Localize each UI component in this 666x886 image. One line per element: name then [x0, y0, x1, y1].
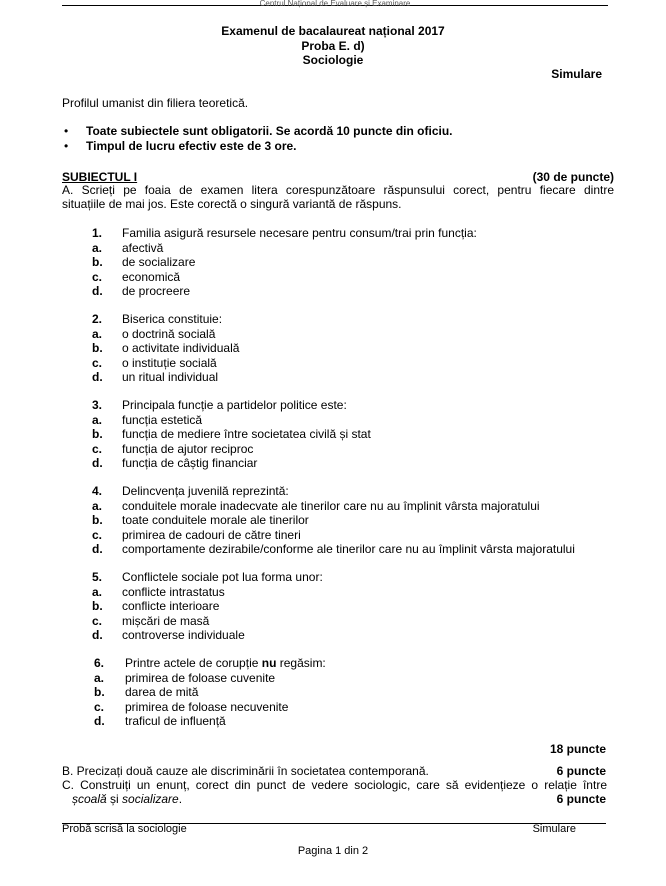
- points-b: 6 puncte: [556, 764, 606, 778]
- page-number: Pagina 1 din 2: [297, 845, 369, 857]
- instruction-item: • Timpul de lucru efectiv este de 3 ore.: [62, 139, 453, 154]
- question-2: 2. Biserica constituie: a. o doctrină socială b. o activitate individuală c. o instituție socială d. un ritual individual: [92, 312, 240, 384]
- footer-left: Probă scrisă la sociologie: [62, 823, 187, 835]
- question-3: 3. Principala funcție a partidelor politice este: a. funcția estetică b. funcția de mediere între societatea civilă și stat c. funcția de ajutor reciproc d. funcția de câștig financiar: [92, 398, 371, 470]
- instructions-list: [62, 124, 453, 154]
- instruction-item: • Toate subiectele sunt obligatorii. Se acordă 10 puncte din oficiu.: [62, 124, 453, 139]
- item-c-line2: școală și socializare.: [72, 792, 183, 806]
- question-5: 5. Conflictele sociale pot lua forma unor: a. conflicte intrastatus b. conflicte interioare c. mișcări de masă d. controverse individuale: [92, 570, 323, 642]
- points-c: 6 puncte: [556, 792, 606, 806]
- section-points: (30 de puncte): [532, 170, 614, 184]
- exam-proba: Proba E. d): [301, 39, 365, 53]
- header-institution: Centrul Național de Evaluare și Examinare: [259, 0, 411, 8]
- header-rule: [62, 0, 608, 8]
- instruction-a-line2: situațiile de mai jos. Este corectă o singură variantă de răspuns.: [62, 197, 402, 211]
- footer-right: Simulare: [532, 823, 576, 835]
- question-6: 6. Printre actele de corupție nu regăsim: a. primirea de foloase cuvenite b. darea de mită c. primirea de foloase necuvenite d. traficul de influență: [94, 656, 326, 728]
- profile-text: Profilul umanist din filiera teoretică.: [62, 96, 249, 110]
- points-a: 18 puncte: [549, 742, 606, 756]
- section-title: SUBIECTUL I: [62, 170, 138, 184]
- exam-subject: Sociologie: [302, 53, 364, 67]
- simulare-label: Simulare: [551, 67, 602, 81]
- question-4: 4. Delincvența juvenilă reprezintă: a. conduitele morale inadecvate ale tinerilor care nu au împlinit vârsta majoratului b. toate conduitele morale ale tinerilor c. primirea de cadouri de către tineri d. comportamente dezirabile/conforme ale tinerilor care nu au împlinit vârsta majoratului: [92, 484, 575, 556]
- question-1: 1. Familia asigură resursele necesare pentru consum/trai prin funcția: a. afectivă b. de socializare c. economică d. de procreere: [92, 226, 477, 298]
- instruction-a-line1: A. Scrieți pe foaia de examen litera corespunzătoare răspunsului corect, pentru fiecare dintre: [62, 183, 614, 197]
- item-b: B. Precizați două cauze ale discriminării în societatea contemporană.: [62, 764, 429, 778]
- item-c-line1: C. Construiți un enunț, corect din punct de vedere sociologic, care să evidențieze o relație între: [62, 778, 607, 792]
- exam-title: Examenul de bacalaureat național 2017: [221, 24, 445, 38]
